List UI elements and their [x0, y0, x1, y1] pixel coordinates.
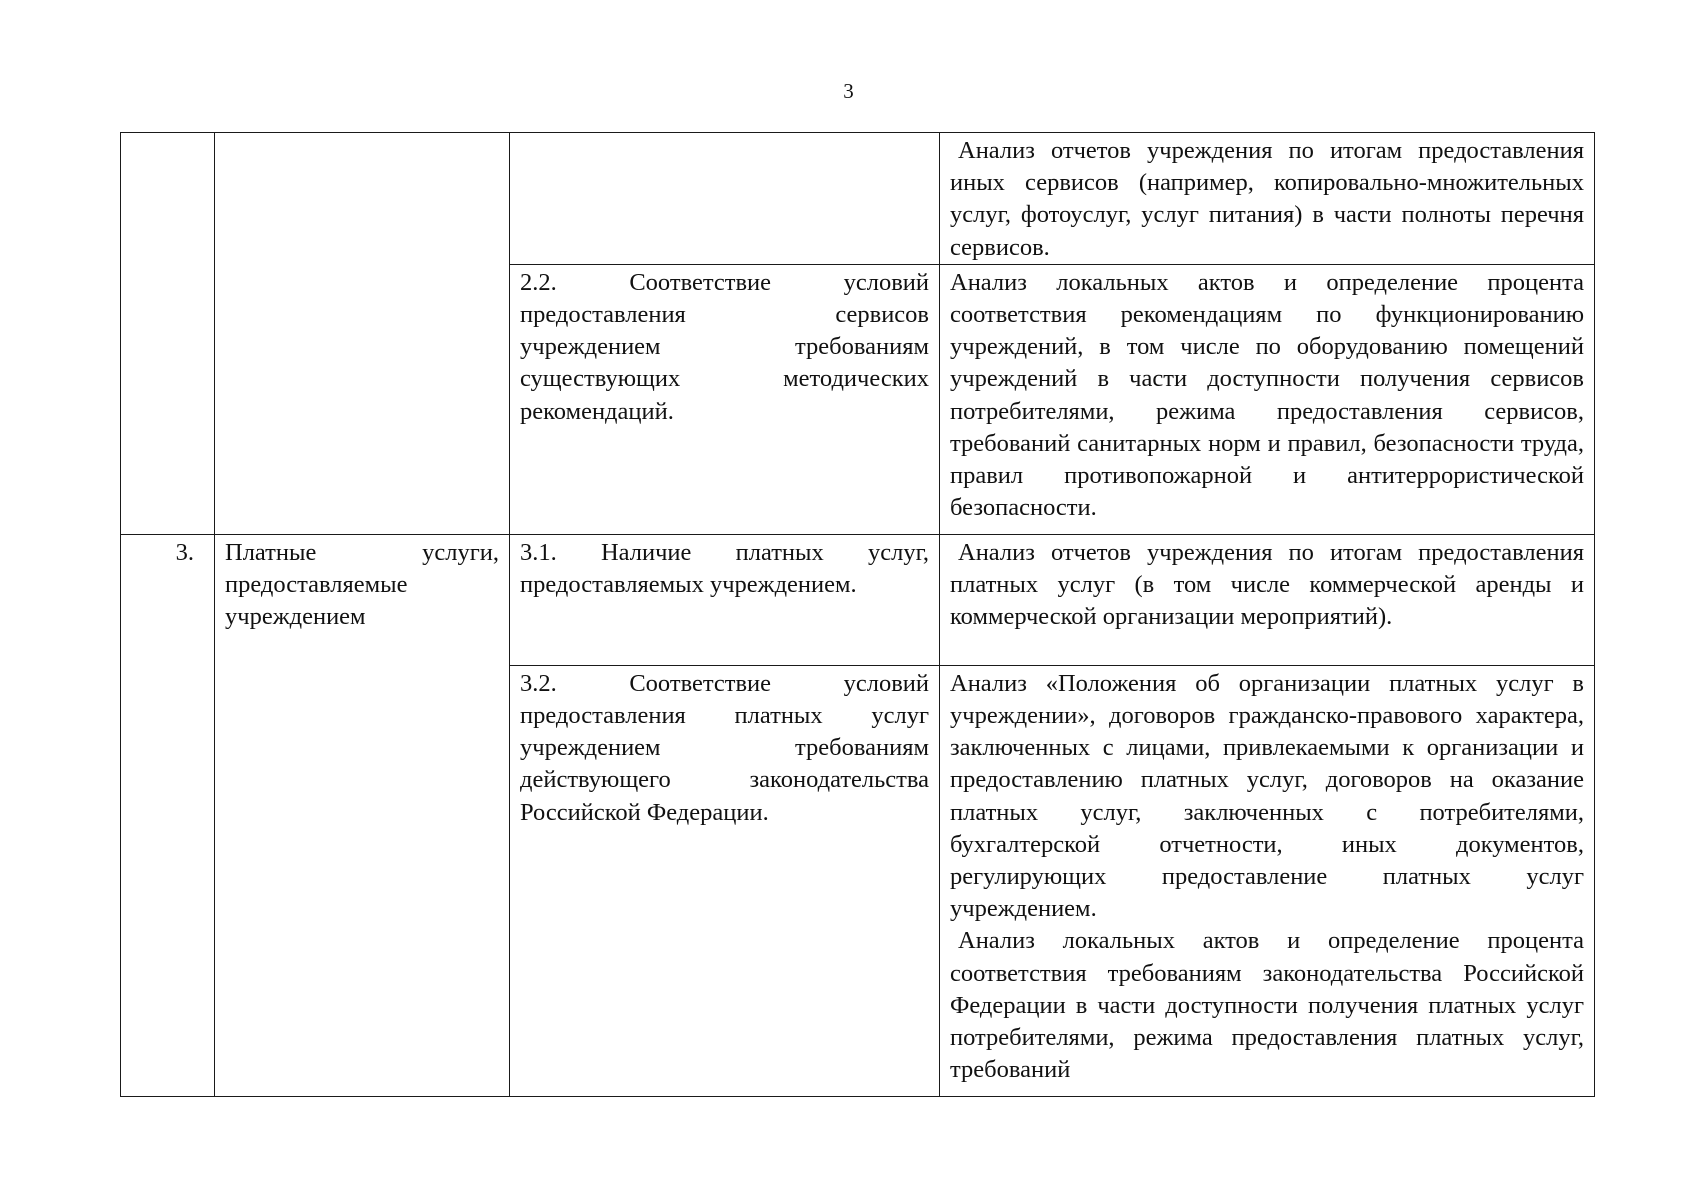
number-cell [121, 133, 215, 535]
analysis-text: Анализ «Положения об организации платных услуг в учреждении», договоров гражданско-правового характера, заключенных с лицами, привлекаемыми к организации и предоставлению платных услуг, договоров на оказание платных услуг, заключенных с потребителями, бухгалтерской отчетности, иных документов, регулирующих предоставление платных услуг учреждением. [950, 669, 1584, 923]
analysis-text: Анализ локальных актов и определение процента соответствия рекомендациям по функционированию учреждений, в том числе по оборудованию помещений учреждений в части доступности получения сервисов потребителями, режима предоставления сервисов, требований санитарных норм и правил, безопасности труда, правил противопожарной и антитеррористической безопасности. [950, 268, 1584, 522]
analysis-cell [940, 534, 1595, 665]
section-number: 3. [175, 538, 194, 566]
number-cell [121, 534, 215, 1096]
page-number: 3 [843, 79, 854, 103]
section-cell [215, 133, 510, 535]
section-title: Платные услуги, предоставляемые учреждением [225, 538, 499, 631]
analysis-text: Анализ локальных актов и определение процента соответствия требованиям законодательства Российской Федерации в части доступности получения платных услуг потребителями, режима предоставления платных услуг, требований [950, 927, 1584, 1084]
analysis-cell [940, 133, 1595, 265]
criterion-cell [510, 133, 940, 265]
analysis-text: Анализ отчетов учреждения по итогам предоставления платных услуг (в том числе коммерческой аренды и коммерческой организации мероприятий). [950, 538, 1584, 631]
criteria-table [120, 132, 1595, 1097]
criterion-text: 2.2. Соответствие условий предоставления сервисов учреждением требованиям существующих методических рекомендаций. [520, 268, 929, 425]
section-cell [215, 534, 510, 1096]
table-row [121, 133, 1595, 265]
criterion-text: 3.2. Соответствие условий предоставления платных услуг учреждением требованиям действующего законодательства Российской Федерации. [520, 669, 929, 826]
criterion-cell [510, 534, 940, 665]
analysis-cell [940, 665, 1595, 1096]
criterion-cell [510, 665, 940, 1096]
criterion-cell [510, 264, 940, 534]
criterion-text: 3.1. Наличие платных услуг, предоставляемых учреждением. [520, 538, 929, 599]
table-row [121, 534, 1595, 665]
analysis-text: Анализ отчетов учреждения по итогам предоставления иных сервисов (например, копировально-множительных услуг, фотоуслуг, услуг питания) в части полноты перечня сервисов. [950, 137, 1584, 261]
analysis-cell [940, 264, 1595, 534]
